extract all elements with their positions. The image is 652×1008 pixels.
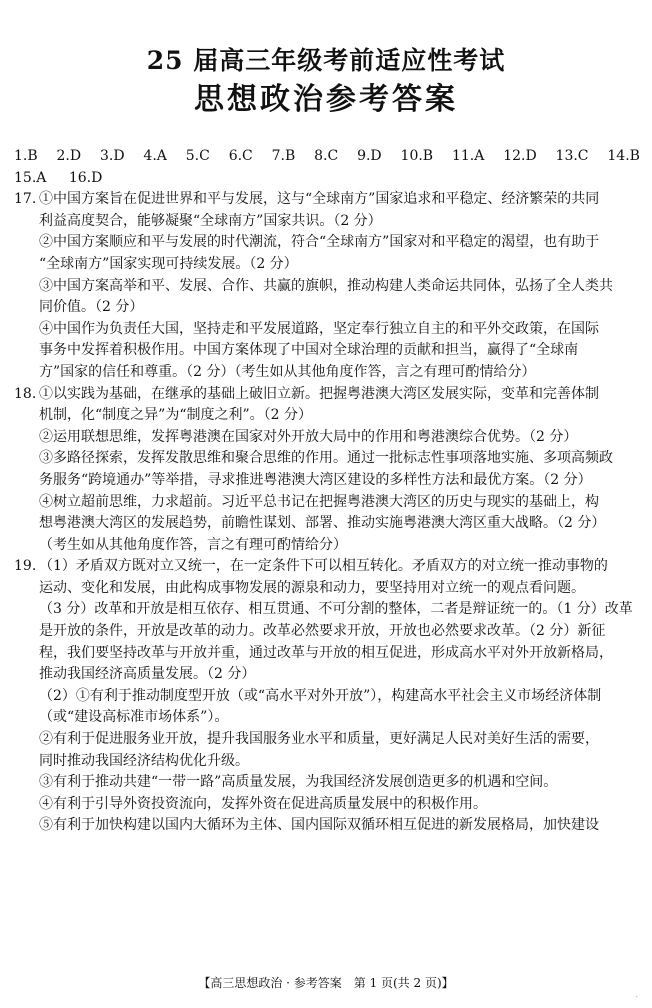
choice-answer: 6.C — [228, 148, 253, 164]
answer-line: 程，我们要坚持改革与开放并重，通过改革与开放的相互促进，形成高水平对外开放新格局， — [39, 644, 613, 661]
answer-key-title: 思想政治参考答案 — [194, 82, 458, 117]
answer-line: （2）①有利于推动制度型开放（或“高水平对外开放”），构建高水平社会主义市场经济体制 — [39, 687, 602, 704]
answer-line: ③有利于推动共建“一带一路”高质量发展，为我国经济发展创造更多的机遇和空间。 — [39, 774, 558, 791]
answer-line: 机制，化“制度之异”为“制度之利”。（2 分） — [39, 407, 312, 424]
choice-answers-row-2 — [14, 168, 640, 190]
choice-answer: 14.B — [607, 148, 640, 164]
answer-line: 想粤港澳大湾区的发展趋势，前瞻性谋划、部署、推动实施粤港澳大湾区重大战略。（2 分） — [39, 515, 606, 532]
question-18 — [14, 384, 640, 557]
choice-answer: 12.D — [503, 148, 537, 164]
choice-answer: 2.D — [56, 148, 82, 164]
answer-line: ⑤有利于加快构建以国内大循环为主体、国内国际双循环相互促进的新发展格局，加快建设 — [39, 817, 599, 834]
question-number: 18. — [14, 385, 37, 402]
choice-answer: 11.A — [451, 148, 485, 164]
answer-line: ④有利于引导外资投资流向，发挥外资在促进高质量发展中的积极作用。 — [39, 795, 487, 812]
answer-line: ③多路径探索，发挥发散思维和聚合思维的作用。通过一批标志性事项落地实施、多项高频政 — [39, 450, 613, 467]
answer-line: 利益高度契合，能够凝聚“全球南方”国家共识。（2 分） — [39, 212, 382, 229]
answer-line: 同价值。（2 分） — [39, 299, 144, 316]
answer-line — [14, 384, 640, 406]
question-17 — [14, 189, 640, 383]
choice-answer: 10.B — [400, 148, 434, 164]
answer-line: （或“建设高标准市场体系”）。 — [39, 709, 229, 726]
answer-line: 方”国家的信任和尊重。（2 分）（考生如从其他角度作答，言之有理可酌情给分） — [39, 363, 536, 380]
answer-line: 务服务“跨境通办”等举措，寻求推进粤港澳大湾区建设的多样性方法和最优方案。（2 分） — [39, 471, 592, 488]
corner-mark: . — [635, 990, 638, 999]
choice-answer: 9.D — [357, 148, 382, 164]
answer-text: ①以实践为基础，在继承的基础上破旧立新。把握粤港澳大湾区发展实际，变革和完善体制 — [39, 385, 599, 402]
answer-line: 推动我国经济高质量发展。（2 分） — [39, 666, 256, 683]
answer-line: ②有利于促进服务业开放，提升我国服务业水平和质量，更好满足人民对美好生活的需要， — [39, 731, 599, 748]
choice-answer: 16.D — [68, 169, 103, 186]
answer-line: “全球南方”国家实现可持续发展。（2 分） — [39, 255, 298, 272]
exam-title: 25 届高三年级考前适应性考试 — [146, 46, 506, 75]
choice-answer: 4.A — [143, 148, 167, 164]
answer-line: ②中国方案顺应和平与发展的时代潮流，符合“全球南方”国家对和平稳定的渴望，也有助于 — [39, 234, 600, 251]
answer-content — [14, 146, 640, 837]
question-number: 19. — [14, 558, 37, 575]
question-number: 17. — [14, 191, 37, 208]
answer-line: ④树立超前思维，力求超前。习近平总书记在把握粤港澳大湾区的历史与现实的基础上，构 — [39, 493, 599, 510]
answer-line: 运动、变化和发展，由此构成事物发展的源泉和动力，要坚持用对立统一的观点看问题。 — [39, 579, 585, 596]
answer-line — [14, 556, 640, 578]
answer-line: （3 分）改革和开放是相互依存、相互贯通、不可分割的整体，二者是辩证统一的。（1 分）改革 — [39, 601, 633, 618]
answer-line: ③中国方案高举和平、发展、合作、共赢的旗帜，推动构建人类命运共同体，弘扬了全人类共 — [39, 277, 613, 294]
answer-text: （1）矛盾双方既对立又统一，在一定条件下可以相互转化。矛盾双方的对立统一推动事物的 — [39, 558, 608, 575]
answer-line: 是开放的条件，开放是改革的动力。改革必然要求开放，开放也必然要求改革。（2 分）新征 — [39, 623, 606, 640]
answer-line: 事务中发挥着积极作用。中国方案体现了中国对全球治理的贡献和担当，赢得了“全球南 — [39, 342, 579, 359]
choice-answer: 5.C — [185, 148, 210, 164]
choice-answer: 8.C — [314, 148, 339, 164]
choice-answer: 13.C — [555, 148, 589, 164]
answer-line: ④中国作为负责任大国，坚持走和平发展道路，坚定奉行独立自主的和平外交政策，在国际 — [39, 320, 599, 337]
answer-line: 同时推动我国经济结构优化升级。 — [39, 752, 249, 769]
choice-answer: 3.D — [99, 148, 125, 164]
choice-answer: 1.B — [14, 148, 38, 164]
choice-answer: 7.B — [271, 148, 296, 164]
question-19 — [14, 556, 640, 837]
choice-answers-row-1 — [14, 146, 640, 168]
choice-answer: 15.A — [14, 169, 47, 186]
page-footer: 【高三思想政治 · 参考答案 第 1 页(共 2 页)】 — [198, 976, 454, 990]
answer-line: （考生如从其他角度作答，言之有理可酌情给分） — [39, 536, 347, 553]
answer-line: ②运用联想思维，发挥粤港澳在国家对外开放大局中的作用和粤港澳综合优势。（2 分） — [39, 428, 578, 445]
answer-line — [14, 189, 640, 211]
answer-text: ①中国方案旨在促进世界和平与发展，这与“全球南方”国家追求和平稳定、经济繁荣的共同 — [39, 191, 600, 208]
